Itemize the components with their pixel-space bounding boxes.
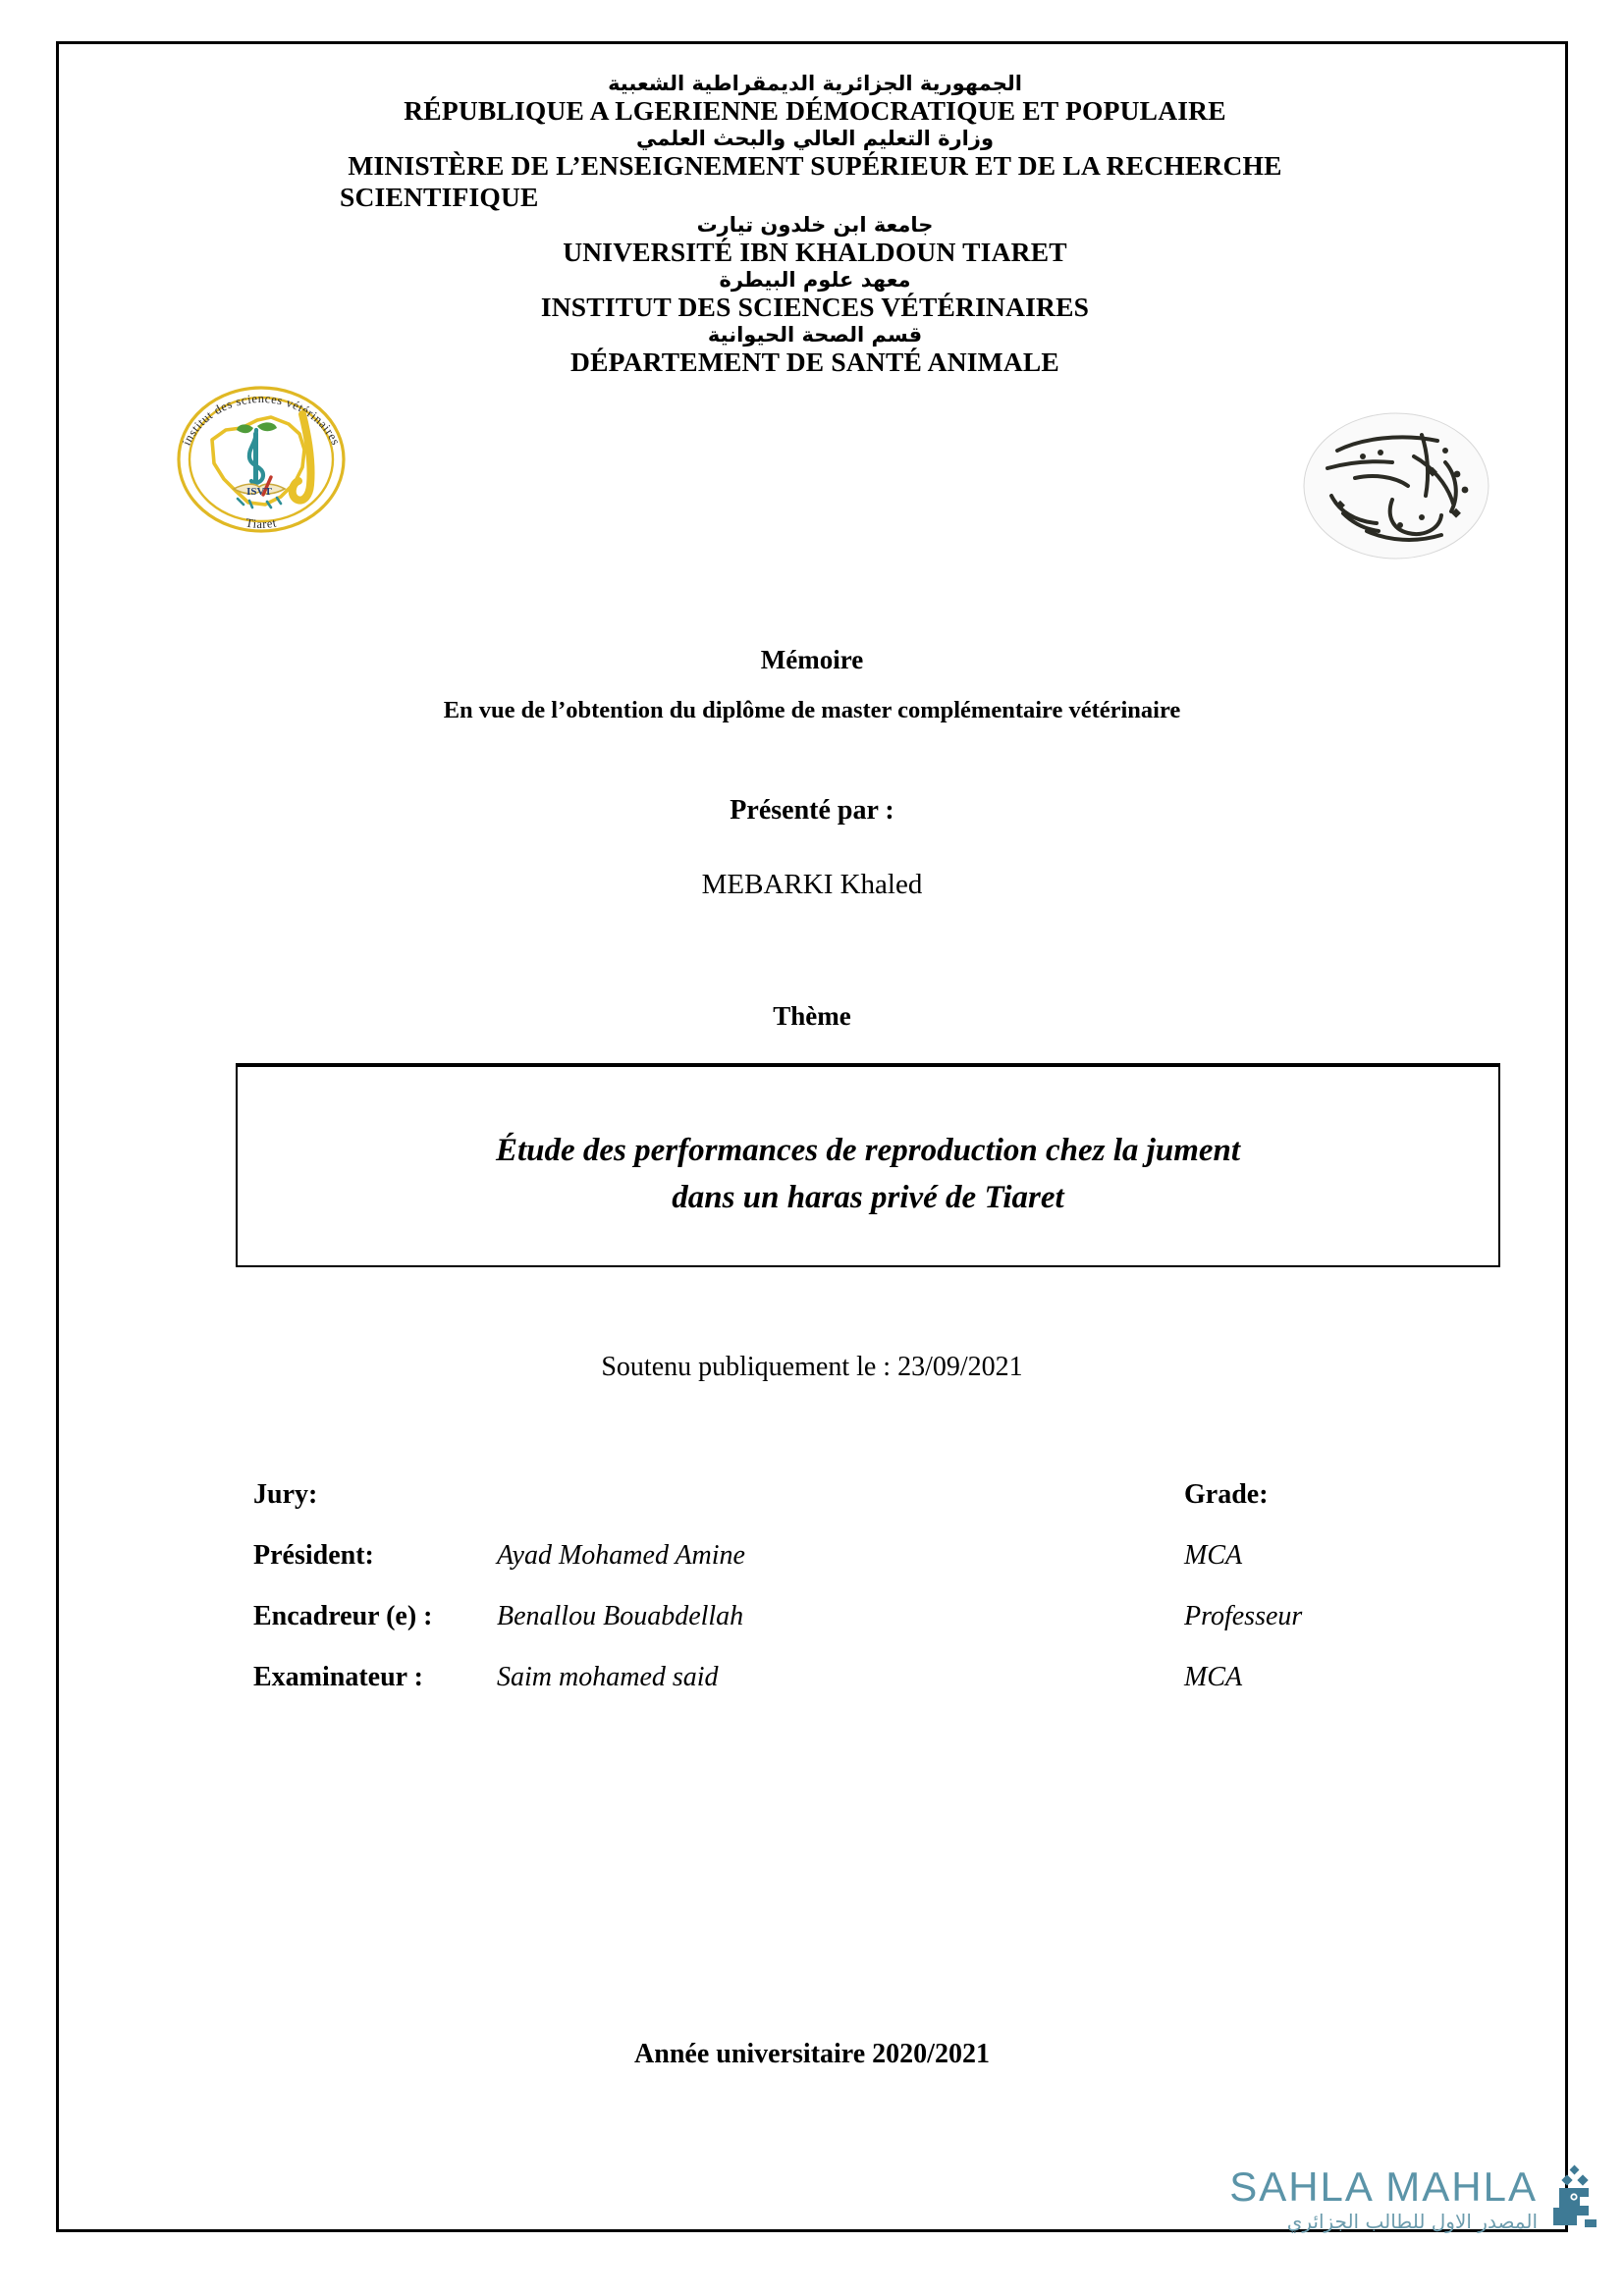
thesis-title-line-1: Étude des performances de reproduction chez la jument: [495, 1133, 1241, 1168]
memoire-subtitle: En vue de l’obtention du diplôme de master complémentaire vétérinaire: [443, 697, 1181, 723]
watermark-subtitle: المصدر الاول للطالب الجزائري: [1286, 2210, 1538, 2233]
watermark-title: SAHLA MAHLA: [1229, 2163, 1538, 2210]
header-line-french-republic: RÉPUBLIQUE A LGERIENNE DÉMOCRATIQUE ET POPULAIRE: [404, 95, 1226, 126]
header-line-arabic-university: جامعة ابن خلدون تيارت: [696, 213, 934, 237]
memoire-label: Mémoire: [760, 645, 864, 674]
defense-date-line: Soutenu publiquement le : 23/09/2021: [601, 1352, 1023, 1382]
presented-by-label: Présenté par :: [730, 795, 894, 826]
jury-grade-president: MCA: [1184, 1540, 1243, 1571]
svg-text:institut des sciences vétérina: institut des sciences vétérinaires: [179, 391, 344, 448]
jury-grade-examiner: MCA: [1184, 1662, 1243, 1692]
jury-role-examiner: Examinateur :: [253, 1662, 423, 1692]
jury-header-grade: Grade:: [1184, 1479, 1269, 1510]
theme-box: [236, 1063, 1500, 1267]
jury-header-role: Jury:: [253, 1479, 318, 1510]
thesis-title: [238, 1128, 1498, 1222]
svg-text:ISVT: ISVT: [246, 486, 272, 498]
header-line-french-ministry: MINISTÈRE DE L’ENSEIGNEMENT SUPÉRIEUR ET DE LA RECHERCHE: [348, 150, 1282, 181]
isv-tiaret-logo: [155, 373, 366, 540]
ibn-khaldoun-university-logo: [1298, 405, 1494, 567]
page-border: [56, 41, 1568, 2232]
academic-year: Année universitaire 2020/2021: [634, 2039, 990, 2069]
sahla-mahla-icon: [1547, 2164, 1600, 2233]
table-row: [253, 1540, 1412, 1601]
jury-header-row: [253, 1479, 1412, 1540]
thesis-title-line-2: dans un haras privé de Tiaret: [672, 1179, 1064, 1215]
table-row: [253, 1601, 1412, 1662]
jury-role-president: Président:: [253, 1540, 374, 1571]
sahla-mahla-watermark: [1139, 2164, 1600, 2233]
jury-table: [253, 1479, 1412, 1723]
jury-name-supervisor: Benallou Bouabdellah: [497, 1601, 744, 1631]
header-line-french-university: UNIVERSITÉ IBN KHALDOUN TIARET: [563, 237, 1067, 267]
document-header: [177, 72, 1453, 378]
jury-header-name: [479, 1479, 1184, 1540]
svg-text:Tiaret: Tiaret: [244, 515, 278, 532]
header-line-arabic-ministry: وزارة التعليم العالي والبحث العلمي: [635, 127, 995, 150]
header-line-french-department: DÉPARTEMENT DE SANTÉ ANIMALE: [570, 347, 1059, 377]
jury-name-examiner: Saim mohamed said: [497, 1662, 719, 1692]
theme-label: Thème: [773, 1001, 851, 1031]
header-line-arabic-department: قسم الصحة الحيوانية: [707, 323, 923, 347]
header-line-french-ministry-cont: SCIENTIFIQUE: [340, 182, 539, 212]
author-name: MEBARKI Khaled: [701, 869, 923, 900]
table-row: [253, 1662, 1412, 1723]
jury-grade-supervisor: Professeur: [1184, 1601, 1303, 1631]
header-line-arabic-republic: الجمهورية الجزائرية الديمقراطية الشعبية: [608, 72, 1022, 95]
jury-role-supervisor: Encadreur (e) :: [253, 1601, 433, 1631]
header-line-french-institute: INSTITUT DES SCIENCES VÉTÉRINAIRES: [540, 292, 1090, 322]
header-line-arabic-institute: معهد علوم البيطرة: [719, 268, 911, 292]
jury-name-president: Ayad Mohamed Amine: [497, 1540, 745, 1571]
